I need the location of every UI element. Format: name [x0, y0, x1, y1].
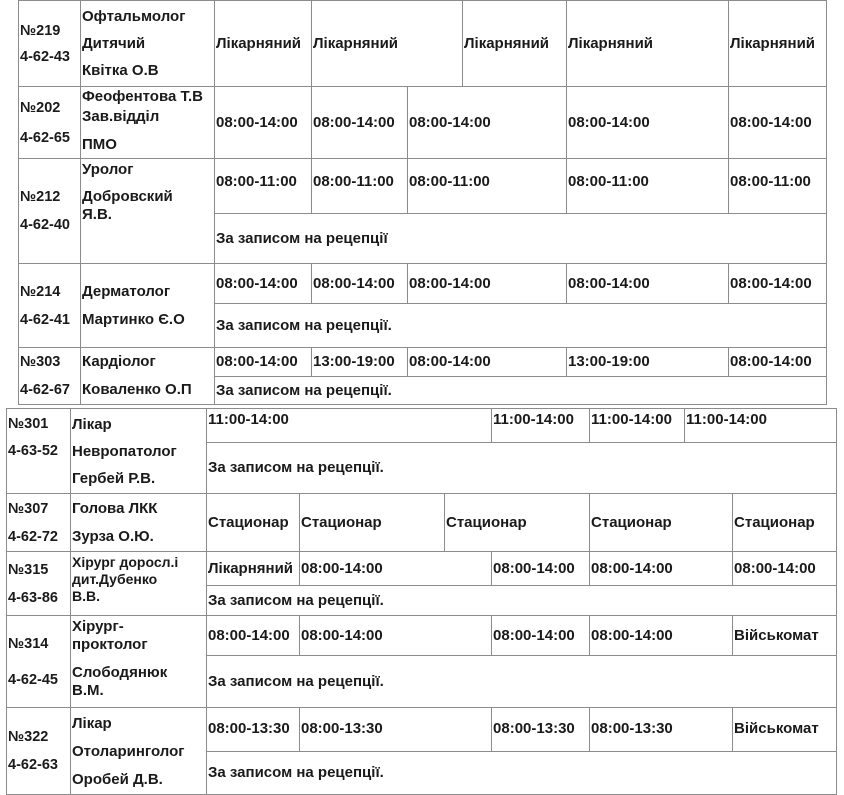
room-number: №322 [8, 729, 49, 745]
schedule-wednesday: 08:00-14:00 [492, 616, 590, 656]
schedule-wednesday: Лікарняний [463, 1, 567, 87]
schedule-thursday: 13:00-19:00 [567, 348, 729, 377]
room-cell [19, 87, 81, 159]
schedule-monday: 08:00-14:00 [215, 87, 312, 159]
phone-number: 4-62-45 [8, 671, 58, 688]
schedule-friday: 08:00-14:00 [729, 348, 827, 377]
schedule-tuesday: 08:00-14:00 [300, 616, 492, 656]
schedule-wednesday: 08:00-14:00 [408, 348, 567, 377]
room-number: №202 [20, 99, 61, 116]
phone-number: 4-62-65 [20, 129, 70, 146]
appointment-note: За записом на рецепції. [207, 751, 837, 795]
schedule-tuesday: 11:00-14:00 [492, 409, 590, 443]
schedule-wednesday: 11:00-14:00 [590, 409, 685, 443]
room-number: №303 [20, 354, 61, 370]
schedule-tuesday: Стационар [300, 494, 445, 552]
table-row [7, 409, 837, 443]
doctor-name: Мартинко Є.О [82, 310, 185, 328]
doctor-position: Голова ЛКК [72, 499, 158, 517]
appointment-note: За записом на рецепції. [215, 304, 827, 348]
schedule-thursday: 08:00-14:00 [590, 616, 733, 656]
schedule-tuesday: 13:00-19:00 [312, 348, 408, 377]
doctor-name: Зурза О.Ю. [72, 527, 154, 545]
room-cell [7, 552, 71, 616]
doctor-initials: Я.В. [82, 206, 112, 223]
room-number: №307 [8, 500, 49, 517]
doctor-title: Лікар [72, 715, 112, 732]
room-cell [19, 1, 81, 87]
schedule-wednesday: 08:00-14:00 [408, 264, 567, 304]
schedule-monday: Лікарняний [207, 552, 300, 586]
doctor-name: Слободянюк [72, 664, 168, 681]
schedule-monday: 11:00-14:00 [207, 409, 492, 443]
schedule-wednesday: 08:00-14:00 [492, 552, 590, 586]
schedule-thursday: Лікарняний [567, 1, 729, 87]
schedule-monday: 08:00-14:00 [215, 264, 312, 304]
schedule-thursday: Стационар [590, 494, 733, 552]
schedule-tuesday: 08:00-14:00 [312, 87, 408, 159]
schedule-wednesday: 08:00-14:00 [408, 87, 567, 159]
doctor-cell [71, 494, 207, 552]
appointment-note: За записом на рецепції. [207, 586, 837, 616]
room-number: №212 [20, 189, 61, 205]
phone-number: 4-62-72 [8, 528, 58, 545]
doctor-cell [71, 409, 207, 494]
room-number: №214 [20, 283, 61, 300]
schedule-thursday: 08:00-11:00 [567, 159, 729, 214]
doctor-cell [81, 1, 215, 87]
doctor-specialty-2: проктолог [72, 636, 148, 653]
doctor-cell [81, 159, 215, 264]
schedule-wednesday: Стационар [445, 494, 590, 552]
schedule-friday: 08:00-11:00 [729, 159, 827, 214]
room-cell [19, 159, 81, 264]
phone-number: 4-63-52 [8, 443, 58, 459]
doctor-name: Добровский [82, 188, 173, 205]
room-cell [7, 708, 71, 795]
schedule-tuesday: 08:00-11:00 [312, 159, 408, 214]
doctor-department: ПМО [82, 136, 117, 153]
doctor-cell [81, 348, 215, 405]
room-cell [19, 348, 81, 405]
table-row [7, 494, 837, 552]
table-row [19, 348, 827, 377]
phone-number: 4-62-67 [20, 382, 70, 398]
doctor-cell [81, 264, 215, 348]
doctor-specialty: Офтальмолог [82, 8, 186, 25]
phone-number: 4-62-43 [20, 48, 70, 65]
doctor-specialty: Невропатолог [72, 443, 177, 460]
schedule-monday: Стационар [207, 494, 300, 552]
room-cell [7, 409, 71, 494]
doctor-name: Коваленко О.П [82, 381, 192, 398]
table-row [19, 159, 827, 214]
schedule-tuesday: 08:00-14:00 [300, 552, 492, 586]
schedule-thursday: 08:00-14:00 [567, 264, 729, 304]
phone-number: 4-63-86 [8, 589, 58, 606]
doctor-title: Лікар [72, 416, 112, 433]
room-cell [19, 264, 81, 348]
doctor-specialty: Уролог [82, 161, 134, 178]
room-number: №315 [8, 561, 49, 578]
doctor-cell [71, 708, 207, 795]
schedule-table-bottom [6, 408, 837, 795]
room-number: №219 [20, 22, 61, 39]
doctor-cell [81, 87, 215, 159]
doctor-initials: В.М. [72, 682, 104, 699]
schedule-monday: 08:00-11:00 [215, 159, 312, 214]
table-row [19, 1, 827, 87]
schedule-table-top [18, 0, 827, 405]
doctor-specialty: Дерматолог [82, 282, 171, 300]
doctor-name: Феофентова Т.В [82, 88, 203, 105]
schedule-tuesday: 08:00-14:00 [312, 264, 408, 304]
schedule-friday: Військомат [733, 616, 837, 656]
doctor-name: Квітка О.В [82, 62, 159, 79]
schedule-friday: Військомат [733, 708, 837, 752]
schedule-monday: 08:00-14:00 [207, 616, 300, 656]
doctor-cell [71, 616, 207, 708]
doctor-position: Зав.відділ [82, 108, 160, 125]
schedule-friday: 08:00-14:00 [733, 552, 837, 586]
doctor-specialty: Отоларинголог [72, 743, 185, 760]
phone-number: 4-62-41 [20, 311, 70, 328]
schedule-thursday: 11:00-14:00 [685, 409, 837, 443]
schedule-tuesday: Лікарняний [312, 1, 463, 87]
doctor-cell [71, 552, 207, 616]
schedule-tuesday: 08:00-13:30 [300, 708, 492, 752]
schedule-friday: 08:00-14:00 [729, 87, 827, 159]
table-row [7, 708, 837, 752]
schedule-thursday: 08:00-14:00 [590, 552, 733, 586]
doctor-name: дит.Дубенко [72, 571, 158, 587]
room-cell [7, 494, 71, 552]
schedule-monday: 08:00-13:30 [207, 708, 300, 752]
phone-number: 4-62-63 [8, 757, 58, 773]
room-cell [7, 616, 71, 708]
schedule-wednesday: 08:00-11:00 [408, 159, 567, 214]
schedule-monday: Лікарняний [215, 1, 312, 87]
appointment-note: За записом на рецепції. [207, 443, 837, 494]
appointment-note: За записом на рецепції. [207, 656, 837, 708]
schedule-thursday: 08:00-14:00 [567, 87, 729, 159]
table-row [19, 264, 827, 304]
phone-number: 4-62-40 [20, 217, 70, 233]
room-number: №314 [8, 635, 49, 652]
schedule-friday: Стационар [733, 494, 837, 552]
doctor-specialty: Хірург доросл.і [72, 554, 179, 570]
schedule-friday: Лікарняний [729, 1, 827, 87]
schedule-thursday: 08:00-13:30 [590, 708, 733, 752]
doctor-specialty-2: Дитячий [82, 35, 146, 52]
doctor-name: Гербей Р.В. [72, 470, 156, 487]
table-row [19, 87, 827, 159]
schedule-friday: 08:00-14:00 [729, 264, 827, 304]
table-row [7, 552, 837, 586]
doctor-name: Оробей Д.В. [72, 771, 163, 788]
schedule-monday: 08:00-14:00 [215, 348, 312, 377]
appointment-note: За записом на рецепції [215, 214, 827, 264]
appointment-note: За записом на рецепції. [215, 377, 827, 405]
doctor-specialty: Кардіолог [82, 353, 156, 370]
doctor-specialty: Хірург- [72, 618, 124, 635]
doctor-initials: В.В. [72, 588, 100, 604]
schedule-wednesday: 08:00-13:30 [492, 708, 590, 752]
room-number: №301 [8, 416, 49, 432]
table-row [7, 616, 837, 656]
